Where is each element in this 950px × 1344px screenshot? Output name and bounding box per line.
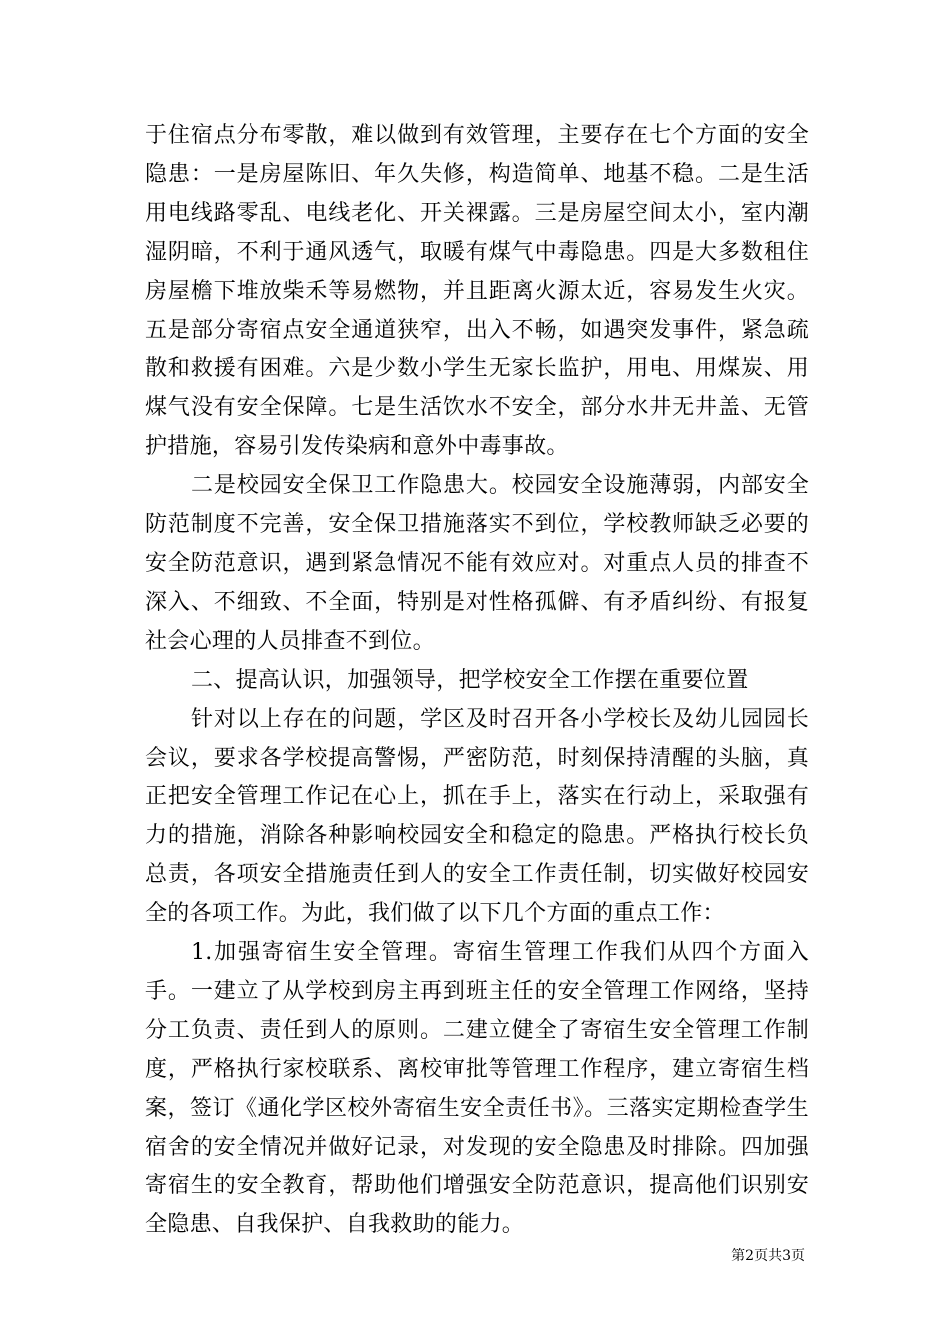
paragraph-4: 1.加强寄宿生安全管理。寄宿生管理工作我们从四个方面入手。一建立了从学校到房主再到班主任的安全管理工作网络，坚持分工负责、责任到人的原则。二建立健全了寄宿生安全管理工作制度，严格执行家校联系、离校审批等管理工作程序，建立寄宿生档案，签订《通化学区校外寄宿生安全责任书》。三落实定期检查学生宿舍的安全情况并做好记录，对发现的安全隐患及时排除。四加强寄宿生的安全教育，帮助他们增强安全防范意识，提高他们识别安全隐患、自我保护、自我救助的能力。 [145, 940, 809, 1238]
section-heading: 二、提高认识，加强领导，把学校安全工作摆在重要位置 [191, 667, 749, 693]
paragraph-2: 二是校园安全保卫工作隐患大。校园安全设施薄弱，内部安全防范制度不完善，安全保卫措施落实不到位，学校教师缺乏必要的安全防范意识，遇到紧急情况不能有效应对。对重点人员的排查不深入、不细致、不全面，特别是对性格孤僻、有矛盾纠纷、有报复社会心理的人员排查不到位。 [145, 473, 809, 654]
page-number-footer: 第2页共3页 [731, 1248, 805, 1264]
document-body [145, 117, 809, 1245]
paragraph-3: 针对以上存在的问题，学区及时召开各小学校长及幼儿园园长会议，要求各学校提高警惕，严密防范，时刻保持清醒的头脑，真正把安全管理工作记在心上，抓在手上，落实在行动上，采取强有力的措施，消除各种影响校园安全和稳定的隐患。严格执行校长负总责，各项安全措施责任到人的安全工作责任制，切实做好校园安全的各项工作。为此，我们做了以下几个方面的重点工作： [145, 706, 809, 927]
paragraph-1: 于住宿点分布零散，难以做到有效管理，主要存在七个方面的安全隐患：一是房屋陈旧、年久失修，构造简单、地基不稳。二是生活用电线路零乱、电线老化、开关裸露。三是房屋空间太小，室内潮湿阴暗，不利于通风透气，取暖有煤气中毒隐患。四是大多数租住房屋檐下堆放柴禾等易燃物，并且距离火源太近，容易发生火灾。五是部分寄宿点安全通道狭窄，出入不畅，如遇突发事件，紧急疏散和救援有困难。六是少数小学生无家长监护，用电、用煤炭、用煤气没有安全保障。七是生活饮水不安全，部分水井无井盖、无管护措施，容易引发传染病和意外中毒事故。 [145, 123, 809, 460]
